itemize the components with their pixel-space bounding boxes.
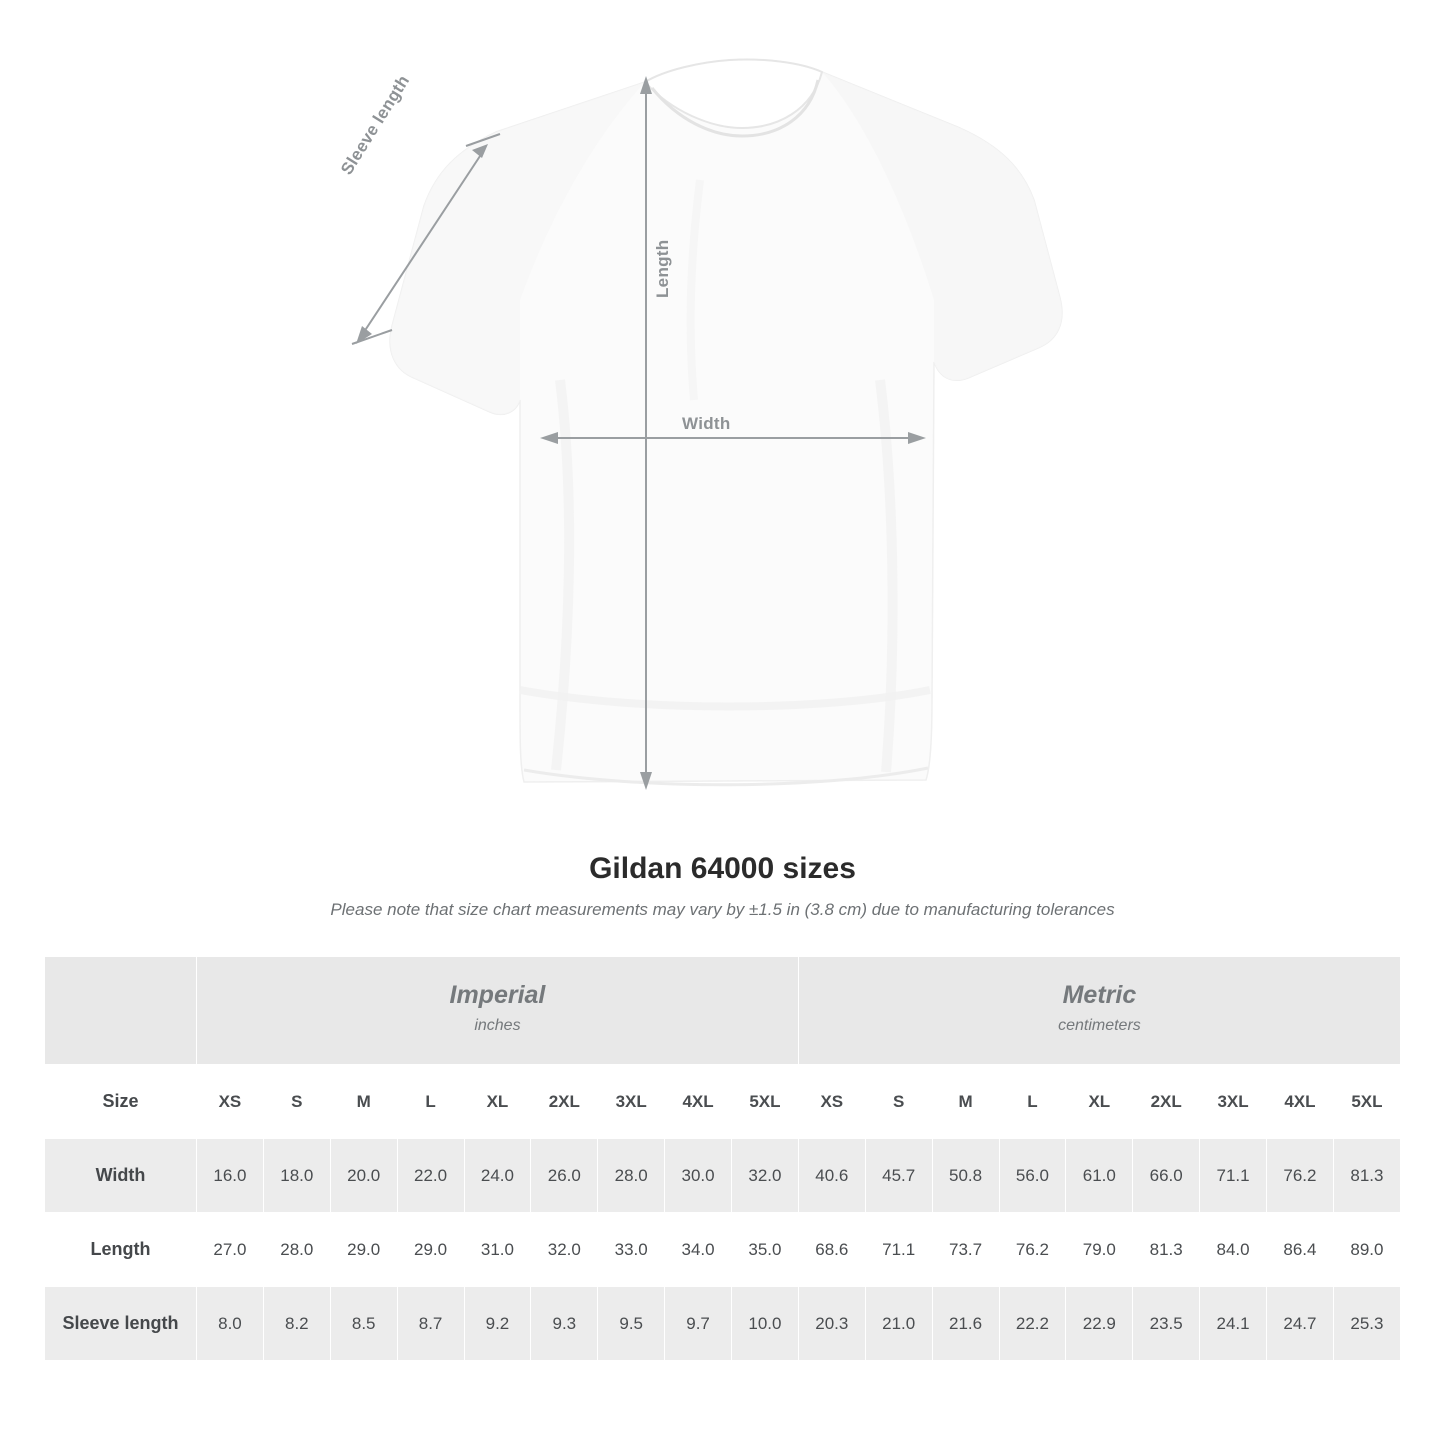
table-cell: 31.0	[464, 1213, 531, 1287]
table-cell: 8.0	[197, 1287, 264, 1361]
table-cell: 9.5	[598, 1287, 665, 1361]
size-header-cell: 5XL	[732, 1065, 799, 1139]
table-cell: 21.6	[932, 1287, 999, 1361]
size-header-cell: XS	[197, 1065, 264, 1139]
size-table-wrapper	[0, 920, 1445, 1361]
table-cell: 29.0	[397, 1213, 464, 1287]
table-cell: 16.0	[197, 1139, 264, 1213]
table-cell: 24.7	[1267, 1287, 1334, 1361]
table-cell: 81.3	[1133, 1213, 1200, 1287]
width-label: Width	[682, 414, 731, 433]
unit-sub-imperial: inches	[474, 1016, 521, 1034]
row-label-length: Length	[45, 1213, 197, 1287]
size-header-cell: M	[330, 1065, 397, 1139]
table-unit-header-row	[45, 957, 1401, 1065]
table-cell: 23.5	[1133, 1287, 1200, 1361]
unit-header-metric	[798, 957, 1400, 1065]
table-cell: 50.8	[932, 1139, 999, 1213]
table-cell: 29.0	[330, 1213, 397, 1287]
table-cell: 9.3	[531, 1287, 598, 1361]
unit-header-imperial	[197, 957, 799, 1065]
table-cell: 21.0	[865, 1287, 932, 1361]
table-corner-cell	[45, 957, 197, 1065]
table-cell: 25.3	[1333, 1287, 1400, 1361]
table-cell: 76.2	[999, 1213, 1066, 1287]
table-cell: 45.7	[865, 1139, 932, 1213]
table-cell: 24.1	[1200, 1287, 1267, 1361]
table-cell: 27.0	[197, 1213, 264, 1287]
table-cell: 22.2	[999, 1287, 1066, 1361]
table-cell: 35.0	[732, 1213, 799, 1287]
table-cell: 20.0	[330, 1139, 397, 1213]
table-cell: 24.0	[464, 1139, 531, 1213]
size-header-cell: XL	[464, 1065, 531, 1139]
table-cell: 28.0	[263, 1213, 330, 1287]
table-cell: 71.1	[865, 1213, 932, 1287]
row-label-sleeve-length: Sleeve length	[45, 1287, 197, 1361]
table-cell: 34.0	[665, 1213, 732, 1287]
size-header-cell: 4XL	[665, 1065, 732, 1139]
table-cell: 40.6	[798, 1139, 865, 1213]
size-header-cell: XL	[1066, 1065, 1133, 1139]
table-cell: 68.6	[798, 1213, 865, 1287]
table-cell: 9.2	[464, 1287, 531, 1361]
size-header-cell: S	[865, 1065, 932, 1139]
unit-name-metric: Metric	[1062, 981, 1137, 1010]
table-cell: 32.0	[732, 1139, 799, 1213]
tolerance-note: Please note that size chart measurements may vary by ±1.5 in (3.8 cm) due to manufacturing tolerances	[330, 900, 1115, 919]
table-cell: 89.0	[1333, 1213, 1400, 1287]
size-header-cell: 2XL	[531, 1065, 598, 1139]
size-header-cell: 3XL	[1200, 1065, 1267, 1139]
size-header-cell: XS	[798, 1065, 865, 1139]
table-row	[45, 1139, 1401, 1213]
table-size-row	[45, 1065, 1401, 1139]
table-cell: 30.0	[665, 1139, 732, 1213]
size-header-cell: 4XL	[1267, 1065, 1334, 1139]
table-cell: 9.7	[665, 1287, 732, 1361]
table-cell: 8.7	[397, 1287, 464, 1361]
page-title: Gildan 64000 sizes	[589, 852, 856, 885]
table-cell: 79.0	[1066, 1213, 1133, 1287]
size-header-cell: 2XL	[1133, 1065, 1200, 1139]
table-cell: 8.5	[330, 1287, 397, 1361]
table-cell: 10.0	[732, 1287, 799, 1361]
table-cell: 66.0	[1133, 1139, 1200, 1213]
table-cell: 20.3	[798, 1287, 865, 1361]
size-header-cell: M	[932, 1065, 999, 1139]
row-label-width: Width	[45, 1139, 197, 1213]
size-chart-table	[44, 956, 1401, 1361]
unit-sub-metric: centimeters	[1058, 1016, 1141, 1034]
size-header-cell: L	[999, 1065, 1066, 1139]
table-cell: 8.2	[263, 1287, 330, 1361]
table-row	[45, 1213, 1401, 1287]
table-cell: 22.9	[1066, 1287, 1133, 1361]
sleeve-length-label: Sleeve length	[337, 71, 414, 179]
table-cell: 61.0	[1066, 1139, 1133, 1213]
table-cell: 28.0	[598, 1139, 665, 1213]
table-cell: 22.0	[397, 1139, 464, 1213]
table-row	[45, 1287, 1401, 1361]
size-header-cell: 5XL	[1333, 1065, 1400, 1139]
length-label: Length	[653, 239, 672, 298]
table-cell: 86.4	[1267, 1213, 1334, 1287]
row-label-size: Size	[45, 1065, 197, 1139]
table-cell: 71.1	[1200, 1139, 1267, 1213]
unit-name-imperial: Imperial	[449, 981, 546, 1010]
size-header-cell: S	[263, 1065, 330, 1139]
table-cell: 32.0	[531, 1213, 598, 1287]
table-cell: 84.0	[1200, 1213, 1267, 1287]
table-cell: 76.2	[1267, 1139, 1334, 1213]
table-cell: 33.0	[598, 1213, 665, 1287]
table-cell: 56.0	[999, 1139, 1066, 1213]
table-cell: 18.0	[263, 1139, 330, 1213]
size-header-cell: 3XL	[598, 1065, 665, 1139]
table-cell: 26.0	[531, 1139, 598, 1213]
size-header-cell: L	[397, 1065, 464, 1139]
table-cell: 73.7	[932, 1213, 999, 1287]
table-cell: 81.3	[1333, 1139, 1400, 1213]
